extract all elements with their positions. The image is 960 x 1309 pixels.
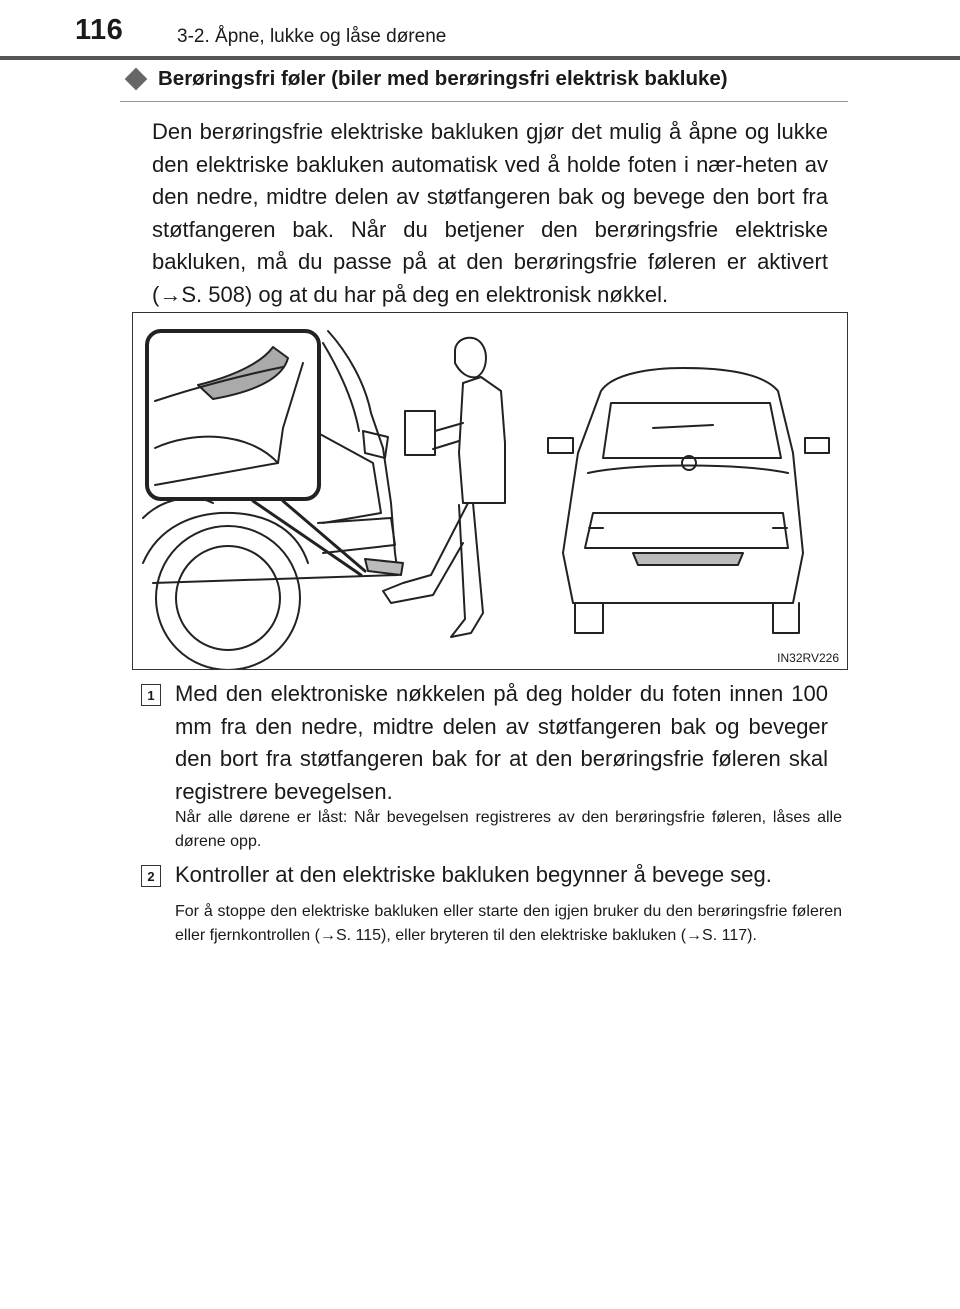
chapter-title: 3-2. Åpne, lukke og låse dørene (177, 26, 447, 47)
page-number: 116 (75, 14, 124, 46)
section-heading (120, 67, 848, 102)
figure-code: IN32RV226 (777, 651, 839, 665)
step-number-badge: 1 (141, 684, 161, 706)
diamond-bullet-icon (125, 68, 148, 91)
step-number-badge: 2 (141, 865, 161, 887)
illustration-figure (132, 312, 848, 670)
intro-paragraph: Den berøringsfrie elektriske bakluken gjør det mulig å åpne og lukke den elektriske bakluken automatisk ved å holde foten i nær-heten av den nedre, midtre delen av støtfangeren bak og bevege den bort fra støtfangeren bak. Når du betjener den berøringsfrie elektriske bakluken, må du passe på at den berøringsfrie føleren er aktivert (→S. 508) og at du har på deg en elektronisk nøkkel. (152, 119, 828, 307)
step-note: Når alle dørene er låst: Når bevegelsen registreres av den berøringsfrie føleren, låses alle dørene opp. (175, 809, 842, 850)
section-heading-text: Berøringsfri føler (biler med berøringsfri elektrisk bakluke) (158, 67, 728, 90)
step-note: For å stoppe den elektriske bakluken eller starte den igjen bruker du den berøringsfrie føleren eller fjernkontrollen (→S. 115), eller bryteren til den elektriske bakluken (→S. 117). (175, 903, 842, 944)
step-text: Med den elektroniske nøkkelen på deg holder du foten innen 100 mm fra den nedre, midtre delen av støtfangeren bak og beveger den bort fra støtfangeren bak for at den berøringsfrie føleren skal registrere bevegelsen. (175, 681, 828, 804)
person-kicking (383, 338, 505, 637)
kick-sensor-illustration (133, 313, 848, 670)
step-text: Kontroller at den elektriske bakluken begynner å bevege seg. (175, 862, 772, 887)
header-divider (0, 56, 960, 60)
sensor-zoom-callout (147, 331, 365, 575)
car-rear-view (548, 368, 829, 633)
